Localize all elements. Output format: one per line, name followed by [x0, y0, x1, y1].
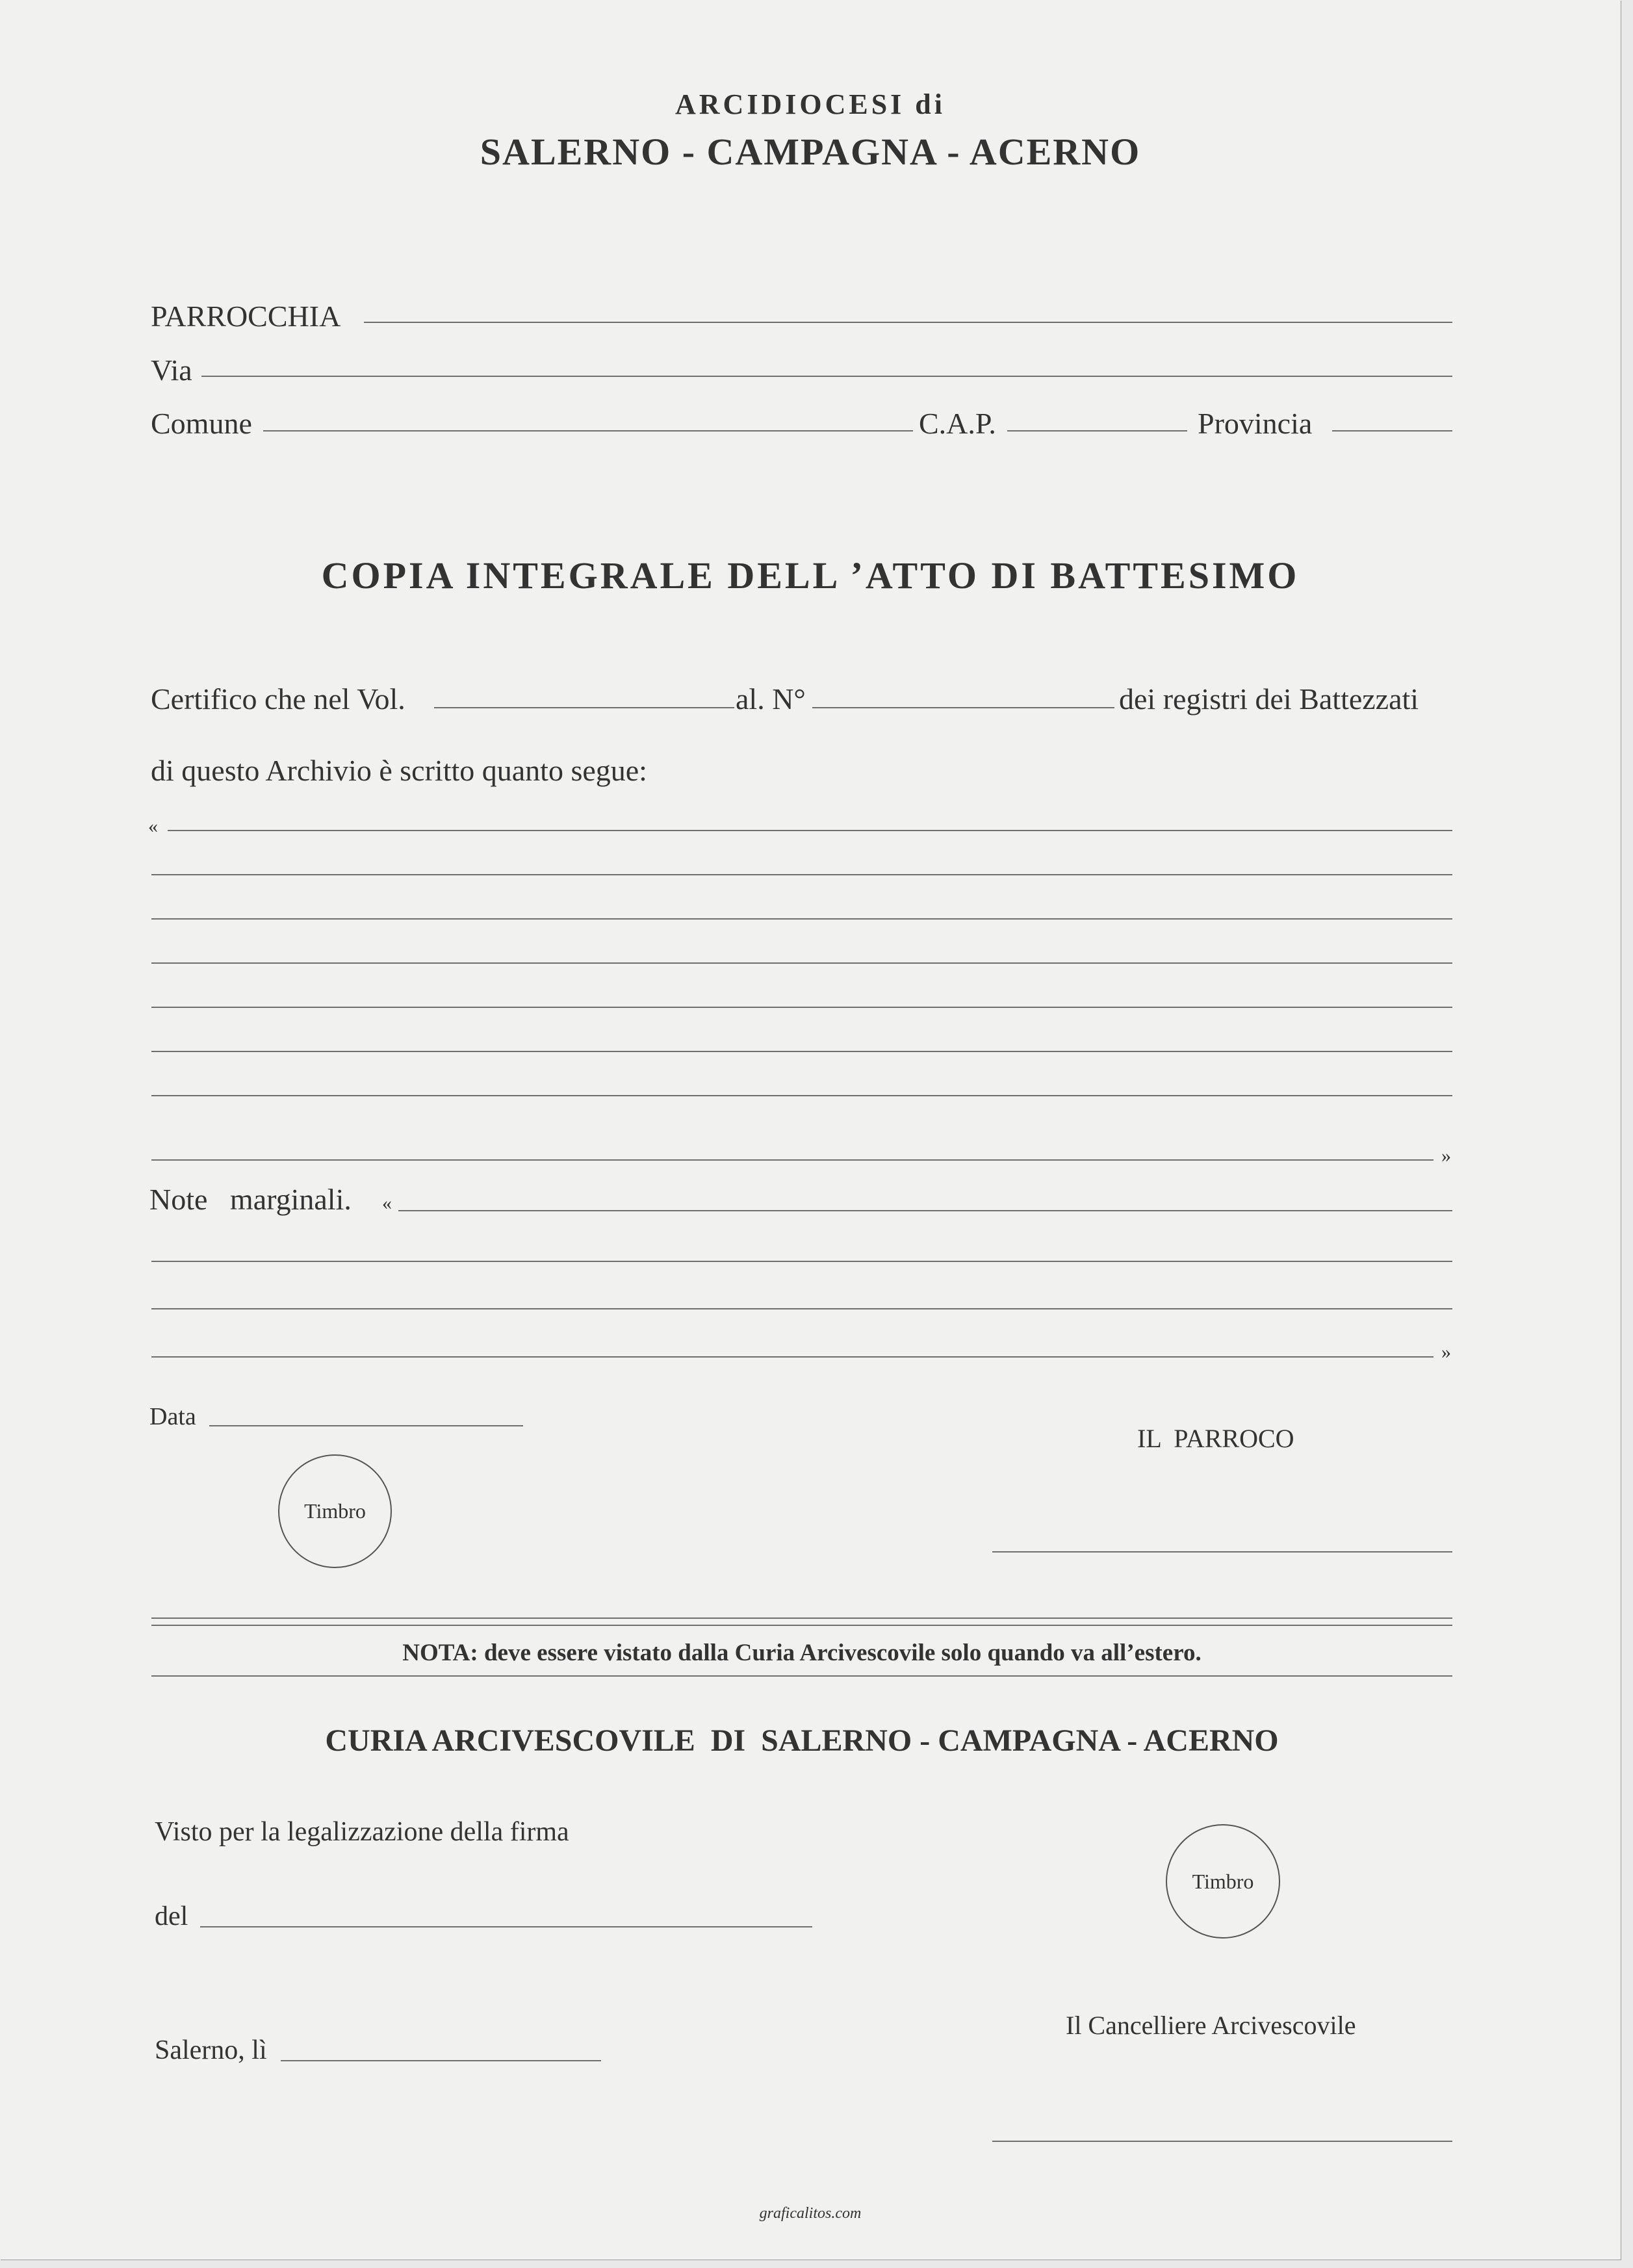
divider-double-bottom [151, 1625, 1452, 1626]
comune-field[interactable] [263, 430, 913, 432]
cap-label: C.A.P. [919, 407, 996, 440]
parish-stamp-circle [278, 1454, 392, 1568]
divider-double-top [151, 1617, 1452, 1619]
document-title: COPIA INTEGRALE DELL ’ATTO DI BATTESIMO [321, 554, 1300, 597]
provincia-field[interactable] [1332, 430, 1452, 432]
date-label: Data [149, 1403, 196, 1430]
parish-stamp-label: Timbro [304, 1499, 366, 1523]
transcription-line[interactable] [151, 874, 1452, 875]
del-field[interactable] [200, 1926, 812, 1927]
divider-nota-bottom [151, 1675, 1452, 1677]
curia-title: CURIA ARCIVESCOVILE DI SALERNO - CAMPAGNA - ACERNO [325, 1723, 1279, 1758]
notes-line[interactable] [151, 1356, 1434, 1358]
certification-suffix: dei registri dei Battezzati [1119, 682, 1419, 715]
place-label: Salerno, lì [155, 2035, 267, 2065]
diocese-heading: ARCIDIOCESI di [675, 88, 945, 120]
transcription-line[interactable] [168, 830, 1452, 831]
cancelliere-signature-field[interactable] [992, 2141, 1452, 2142]
curia-stamp-circle [1166, 1824, 1280, 1939]
open-quote: « [148, 816, 158, 837]
via-label: Via [151, 354, 192, 387]
cancelliere-label: Il Cancelliere Arcivescovile [1066, 2011, 1356, 2040]
transcription-line[interactable] [151, 918, 1452, 920]
footer-credit: graficalitos.com [759, 2205, 862, 2222]
curia-stamp-label: Timbro [1192, 1869, 1254, 1893]
comune-label: Comune [151, 407, 252, 440]
notes-open-quote: « [382, 1192, 392, 1214]
transcription-line[interactable] [151, 1159, 1434, 1161]
del-label: del [155, 1901, 188, 1931]
notes-line[interactable] [151, 1261, 1452, 1262]
parrocchia-label: PARROCCHIA [151, 300, 341, 333]
volume-field[interactable] [434, 707, 734, 708]
notes-line[interactable] [151, 1308, 1452, 1309]
number-field[interactable] [812, 707, 1114, 708]
parrocchia-field[interactable] [364, 322, 1452, 323]
notes-label: Note marginali. [149, 1183, 352, 1216]
transcription-line[interactable] [151, 1095, 1452, 1096]
certification-line2: di questo Archivio è scritto quanto segue: [151, 754, 647, 787]
notes-line[interactable] [398, 1210, 1452, 1211]
certification-prefix: Certifico che nel Vol. [151, 682, 405, 715]
place-date-field[interactable] [281, 2060, 601, 2061]
provincia-label: Provincia [1198, 407, 1313, 440]
transcription-line[interactable] [151, 1051, 1452, 1052]
notes-close-quote: » [1441, 1341, 1451, 1363]
nota-text: NOTA: deve essere vistato dalla Curia Arcivescovile solo quando va all’estero. [402, 1640, 1202, 1666]
cap-field[interactable] [1007, 430, 1187, 432]
transcription-line[interactable] [151, 1007, 1452, 1008]
transcription-line[interactable] [151, 962, 1452, 964]
via-field[interactable] [201, 376, 1452, 377]
visto-label: Visto per la legalizzazione della firma [155, 1817, 569, 1847]
parroco-label: IL PARROCO [1137, 1424, 1294, 1453]
close-quote: » [1441, 1145, 1451, 1166]
date-field[interactable] [209, 1425, 523, 1426]
number-label: al. N° [736, 682, 806, 715]
parroco-signature-field[interactable] [992, 1551, 1452, 1553]
diocese-name: SALERNO - CAMPAGNA - ACERNO [480, 131, 1141, 173]
